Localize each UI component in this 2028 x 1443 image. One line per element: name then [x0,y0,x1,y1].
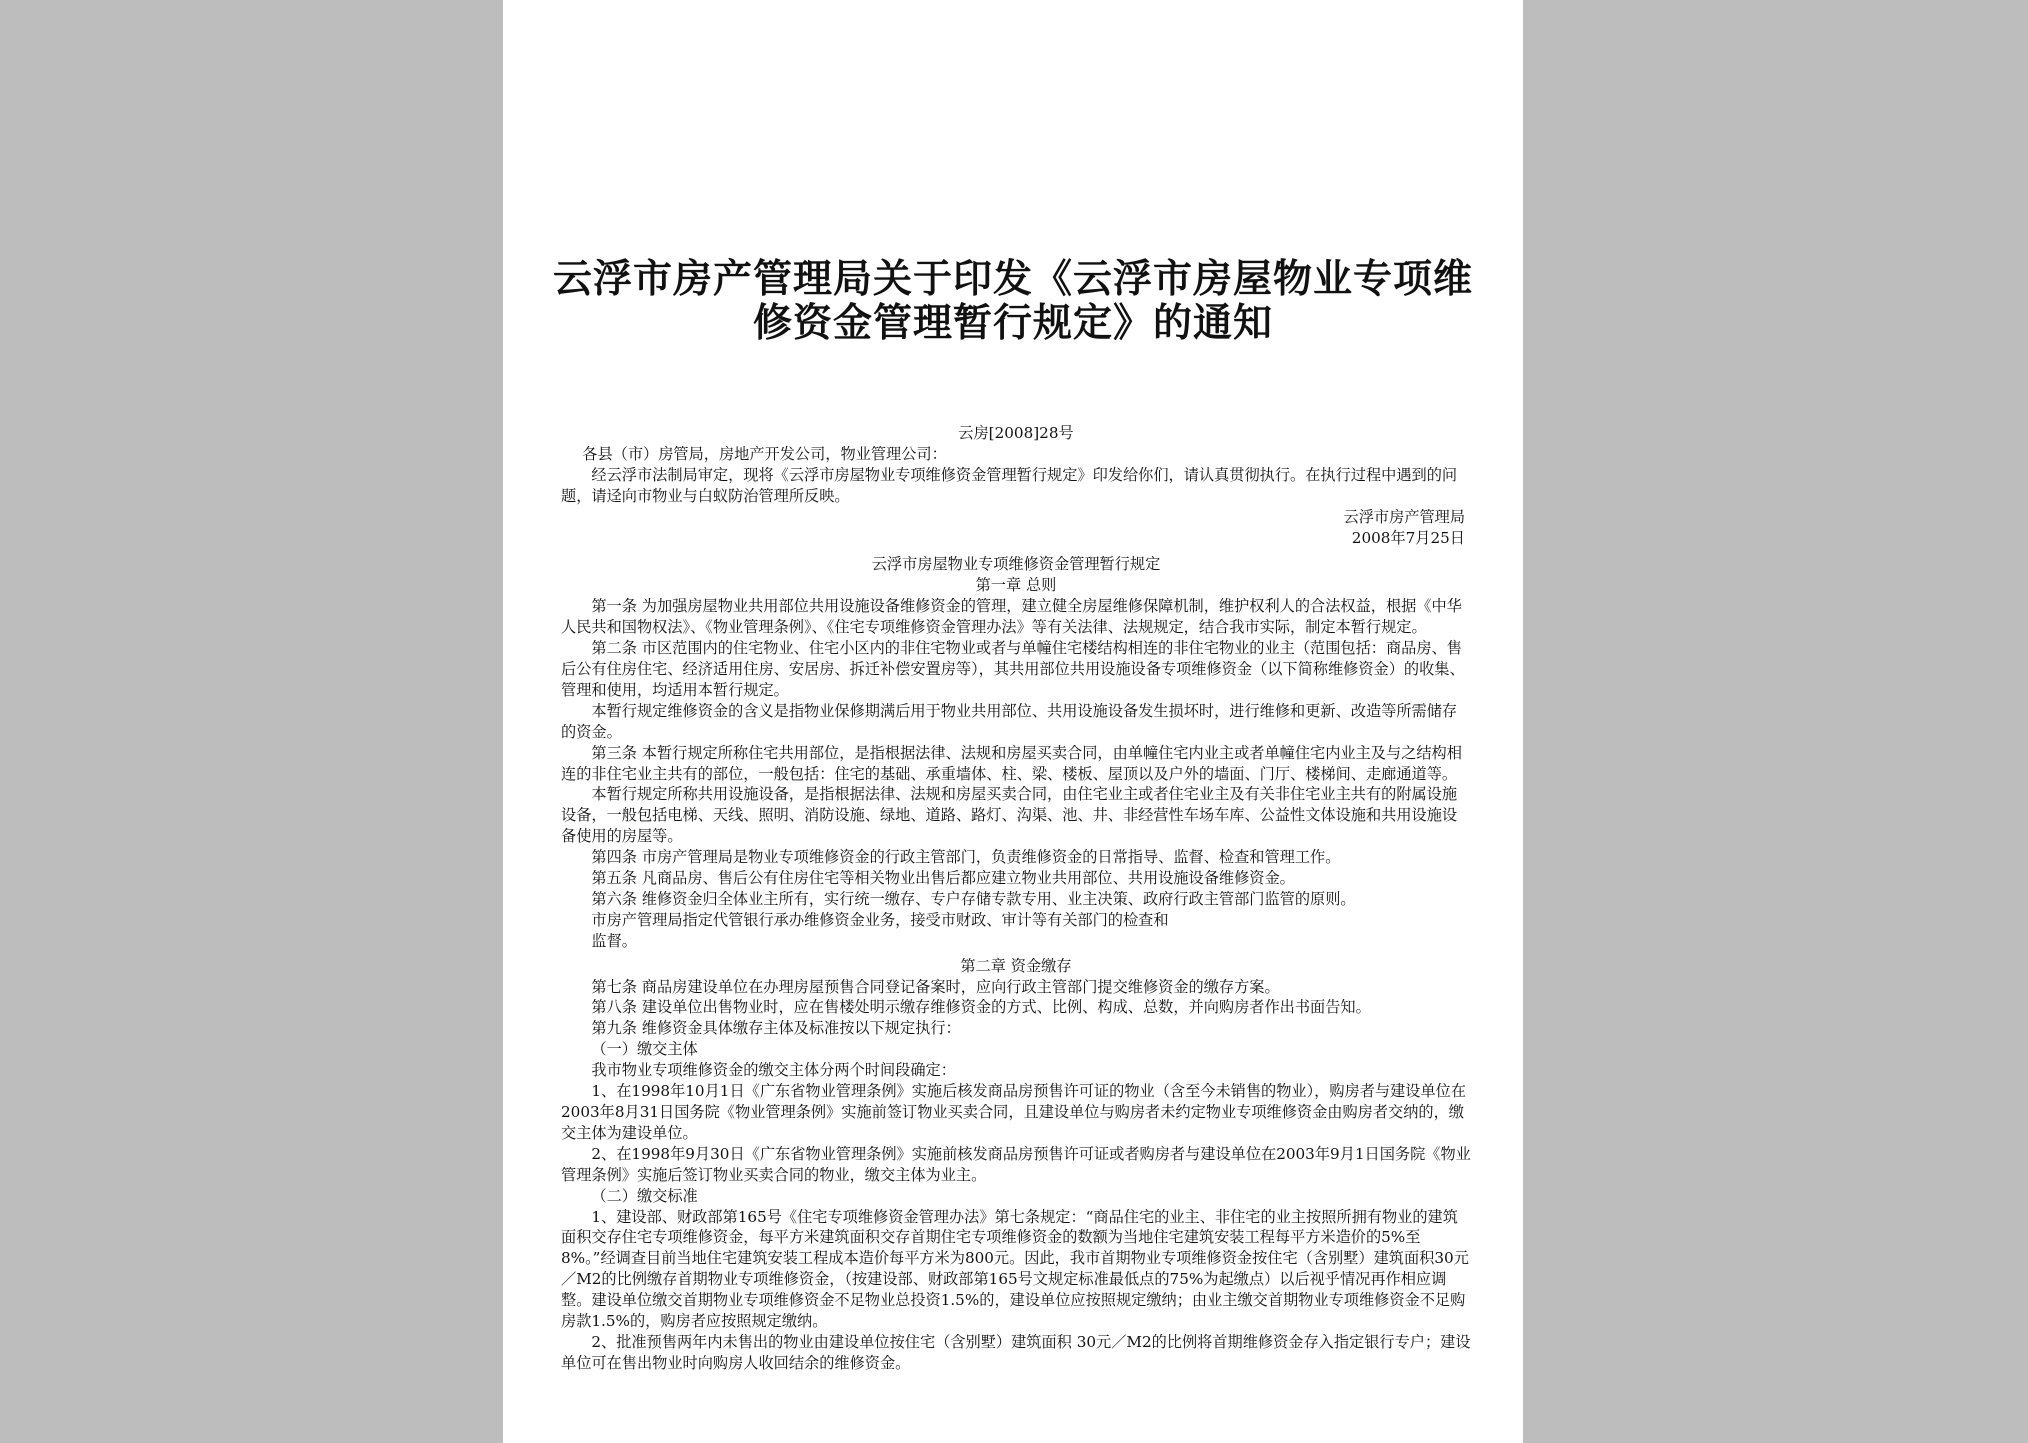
document-page [503,0,1523,1443]
title-line-2: 修资金管理暂行规定》的通知 [752,301,1273,346]
section-paragraph: 1、在1998年10月1日《广东省物业管理条例》实施后核发商品房预售许可证的物业（含至今未销售的物业），购房者与建设单位在2003年8月31日国务院《物业管理条例》实施前签订物业买卖合同，且建设单位与购房者未约定物业专项维修资金由购房者交纳的，缴交主体为建设单位。 [561,1082,1467,1142]
article-paragraph: 第四条 市房产管理局是物业专项维修资金的行政主管部门，负责维修资金的日常指导、监督、检查和管理工作。 [591,848,1341,867]
article-paragraph: 第二条 市区范围内的住宅物业、住宅小区内的非住宅物业或者与单幢住宅楼结构相连的非住宅物业的业主（范围包括：商品房、售后公有住房住宅、经济适用住房、安居房、拆迁补偿安置房等），其共用部位共用设施设备专项维修资金（以下简称维修资金）的收集、管理和使用，均适用本暂行规定。 [561,639,1465,699]
regulation-title: 云浮市房屋物业专项维修资金管理暂行规定 [871,555,1161,574]
article-paragraph: 第一条 为加强房屋物业共用部位共用设施设备维修资金的管理，建立健全房屋维修保障机制，维护权利人的合法权益，根据《中华人民共和国物权法》、《物业管理条例》、《住宅专项维修资金管理办法》等有关法律、法规规定，结合我市实际，制定本暂行规定。 [561,597,1462,637]
section-heading: （一）缴交主体 [591,1040,698,1059]
section-paragraph: 2、批准预售两年内未售出的物业由建设单位按住宅（含别墅）建筑面积 30元／M2的比例将首期维修资金存入指定银行专户；建设单位可在售出物业时向购房人收回结余的维修资金。 [561,1332,1471,1372]
article-paragraph: 本暂行规定维修资金的含义是指物业保修期满后用于物业共用部位、共用设施设备发生损坏时，进行维修和更新、改造等所需储存的资金。 [561,701,1458,741]
chapter-heading: 第二章 资金缴存 [960,956,1072,975]
article-paragraph: 监督。 [591,931,637,950]
title-line-1: 云浮市房产管理局关于印发《云浮市房屋物业专项维 [552,257,1473,302]
article-paragraph: 本暂行规定所称共用设施设备，是指根据法律、法规和房屋买卖合同，由住宅业主或者住宅业主及有关非住宅业主共有的附属设施设备，一般包括电梯、天线、照明、消防设施、绿地、道路、路灯、沟渠、池、井、非经营性车场车库、公益性文体设施和共用设施设备使用的房屋等。 [561,785,1458,846]
doc-number: 云房[2008]28号 [958,424,1074,442]
addressee: 各县（市）房管局，房地产开发公司，物业管理公司： [582,444,947,463]
chapter-heading: 第一章 总则 [975,576,1057,595]
article-paragraph: 第九条 维修资金具体缴存主体及标准按以下规定执行： [591,1019,961,1038]
article-paragraph: 第七条 商品房建设单位在办理房屋预售合同登记备案时，应向行政主管部门提交维修资金的缴存方案。 [591,977,1280,996]
intro-paragraph: 经云浮市法制局审定，现将《云浮市房屋物业专项维修资金管理暂行规定》印发给你们，请认真贯彻执行。在执行过程中遇到的问题，请迳向市物业与白蚁防治管理所反映。 [561,465,1458,505]
section-heading: （二）缴交标准 [591,1186,698,1205]
article-paragraph: 第八条 建设单位出售物业时，应在售楼处明示缴存维修资金的方式、比例、构成、总数，并向购房者作出书面告知。 [591,998,1371,1017]
article-paragraph: 第五条 凡商品房、售后公有住房住宅等相关物业出售后都应建立物业共用部位、共用设施设备维修资金。 [591,869,1295,888]
page-title [503,258,1523,346]
section-paragraph: 我市物业专项维修资金的缴交主体分两个时间段确定： [591,1061,956,1080]
issue-date: 2008年7月25日 [1351,528,1465,547]
section-paragraph: 1、建设部、财政部第165号《住宅专项维修资金管理办法》第七条规定：“商品住宅的业主、非住宅的业主按照所拥有物业的建筑面积交存住宅专项维修资金，每平方米建筑面积交存首期住宅专项维修资金的数额为当地住宅建筑安装工程每平方米造价的5%至8%。”经调查目前当地住宅建筑安装工程成本造价每平方米为800元。因此，我市首期物业专项维修资金按住宅（含别墅）建筑面积30元／M2的比例缴存首期物业专项维修资金，（按建设部、财政部第165号文规定标准最低点的75%为起缴点）以后视乎情况再作相应调整。建设单位缴交首期物业专项维修资金不足物业总投资1.5%的，建设单位应按照规定缴纳；由业主缴交首期物业专项维修资金不足购房款1.5%的，购房者应按照规定缴纳。 [561,1207,1469,1331]
article-paragraph: 第三条 本暂行规定所称住宅共用部位，是指根据法律、法规和房屋买卖合同，由单幢住宅内业主或者单幢住宅内业主及与之结构相连的非住宅业主共有的部位，一般包括：住宅的基础、承重墙体、柱、梁、楼板、屋顶以及户外的墙面、门厅、楼梯间、走廊通道等。 [561,743,1462,783]
section-paragraph: 2、在1998年9月30日《广东省物业管理条例》实施前核发商品房预售许可证或者购房者与建设单位在2003年9月1日国务院《物业管理条例》实施后签订物业买卖合同的物业，缴交主体为业主。 [561,1144,1471,1184]
article-paragraph: 第六条 维修资金归全体业主所有，实行统一缴存、专户存储专款专用、业主决策、政府行政主管部门监管的原则。 [591,889,1356,908]
issuer: 云浮市房产管理局 [1343,507,1465,526]
document-body [561,423,1471,1374]
article-paragraph: 市房产管理局指定代管银行承办维修资金业务，接受市财政、审计等有关部门的检查和 [591,910,1169,929]
